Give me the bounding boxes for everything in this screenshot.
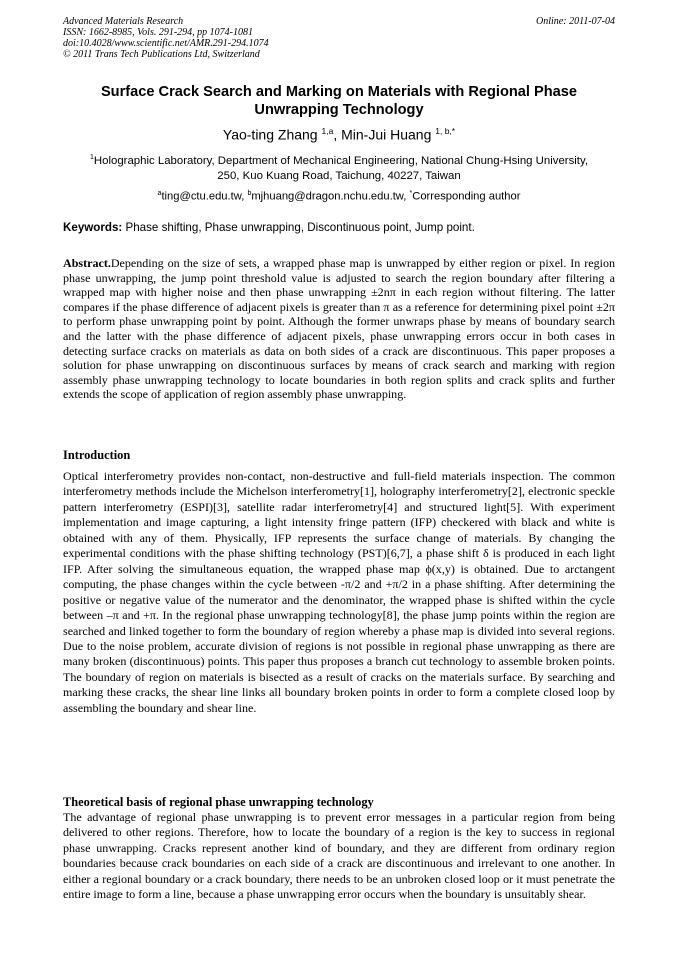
affiliation-superscript: 1 [90, 154, 94, 161]
email-link[interactable]: mjhuang@dragon.nchu.edu.tw, [251, 190, 410, 203]
issn-line: ISSN: 1662-8985, Vols. 291-294, pp 1074-1081 [63, 27, 253, 38]
affiliation-address: 250, Kuo Kuang Road, Taichung, 40227, Taiwan [217, 169, 461, 182]
section-heading-theory: Theoretical basis of regional phase unwrapping technology [63, 795, 374, 809]
email-superscript: a [157, 190, 162, 197]
email-superscript: b [247, 190, 252, 197]
keywords [63, 220, 615, 235]
journal-name: Advanced Materials Research [63, 16, 184, 27]
theory-body [63, 810, 615, 903]
email-link[interactable]: ting@ctu.edu.tw, [161, 190, 248, 203]
introduction-paragraph: Optical interferometry provides non-contact, non-destructive and full-field materials inspection. The common interferometry methods include the Michelson interferometry[1], holography interferometry[2], electronic speckle pattern interferometry (ESPI)[3], satellite radar interferometry[4] and structured light[5]. With experiment implementation and image capturing, a light intensity fringe pattern (IFP) checkered with black and white is obtained with any of them. Physically, IFP represents the surface change of materials. By changing the experimental conditions with the phase shifting technology (PST)[6,7], a phase shift δ is produced in each light IFP. After solving the simultaneous equation, the wrapped phase map ϕ(x,y) is obtained. Due to arctangent computing, the phase changes within the cycle between -π/2 and +π/2 in a phase shifting. After determining the positive or negative value of the numerator and the denominator, the wrapped phase is shifted within the cycle between –π and +π. In the regional phase unwrapping technology[8], the phase jump points within the region are searched and linked together to form the boundary of region whereby a phase map is divided into several regions. Due to the noise problem, accurate division of regions is not possible in regional phase unwrapping as there are many broken (discontinuous) points. This paper thus proposes a branch cut technology to assemble broken points. The boundary of region on materials is bisected as a result of cracks on the materials surface. By searching and marking these cracks, the shear line links all boundary broken points in order to form a complete closed loop by assembling the boundary and shear line. [63, 469, 615, 715]
author-superscript: 1, b,* [435, 126, 456, 136]
author-separator: , [333, 126, 342, 143]
keywords-text: Phase shifting, Phase unwrapping, Discontinuous point, Jump point. [122, 221, 475, 234]
theory-paragraph: The advantage of regional phase unwrapping is to prevent error messages in a particular region from being delivered to other regions. Therefore, how to locate the boundary of a region is the key to success in regional phase unwrapping. Cracks represent another kind of boundary, and they are different from ordinary region boundaries because crack boundaries on each side of a crack are discontinuous and irrelevant to one another. In either a regional boundary or a crack boundary, there needs to be an unbroken closed loop or it must penetrate the entire image to form a line, because a phase unwrapping error occurs when the boundary is unsuitably shear. [63, 810, 615, 902]
corresponding-superscript: * [409, 190, 413, 197]
author-name: Yao-ting Zhang [222, 126, 318, 143]
online-date: Online: 2011-07-04 [536, 16, 615, 27]
paper-title: Surface Crack Search and Marking on Materials with Regional Phase Unwrapping Technology [100, 84, 578, 118]
abstract [63, 256, 615, 402]
affiliation [63, 150, 615, 184]
copyright-line: © 2011 Trans Tech Publications Ltd, Switzerland [63, 49, 260, 60]
doi-line: doi:10.4028/www.scientific.net/AMR.291-294.1074 [63, 38, 269, 49]
author-name: Min-Jui Huang [341, 126, 432, 143]
abstract-label: Abstract. [63, 256, 111, 270]
abstract-text: Depending on the size of sets, a wrapped phase map is unwrapped by either region or pixel. In region phase unwrapping, the jump point threshold value is adjusted to search the region boundary after filtering a wrapped map with higher noise and then phase unwrapping ±2nπ in each region without filtering. The latter compares if the phase difference of adjacent pixels is greater than π as a reference for determining pixel point ±2π to perform phase unwrapping point by point. Although the former unwraps phase by means of boundary search and the latter with the phase difference of adjacent pixels, phase unwrapping errors occur in both cases in detecting surface cracks on materials as data on both sides of a crack are discontinuous. This paper proposes a solution for phase unwrapping on discontinuous surfaces by means of crack search and marking with region assembly phase unwrapping technology to locate boundaries in both region splits and crack splits and further extends the scope of application of region assembly phase unwrapping. [63, 256, 615, 402]
author-emails [63, 186, 615, 205]
corresponding-author-note: Corresponding author [412, 190, 521, 203]
introduction-body [63, 469, 615, 716]
author-list [63, 122, 615, 144]
affiliation-line: Holographic Laboratory, Department of Mechanical Engineering, National Chung-Hsing University, [93, 154, 588, 167]
author-superscript: 1,a [321, 126, 334, 136]
keywords-label: Keywords: [63, 221, 123, 234]
section-heading-introduction: Introduction [63, 448, 131, 462]
page-header [63, 16, 615, 60]
